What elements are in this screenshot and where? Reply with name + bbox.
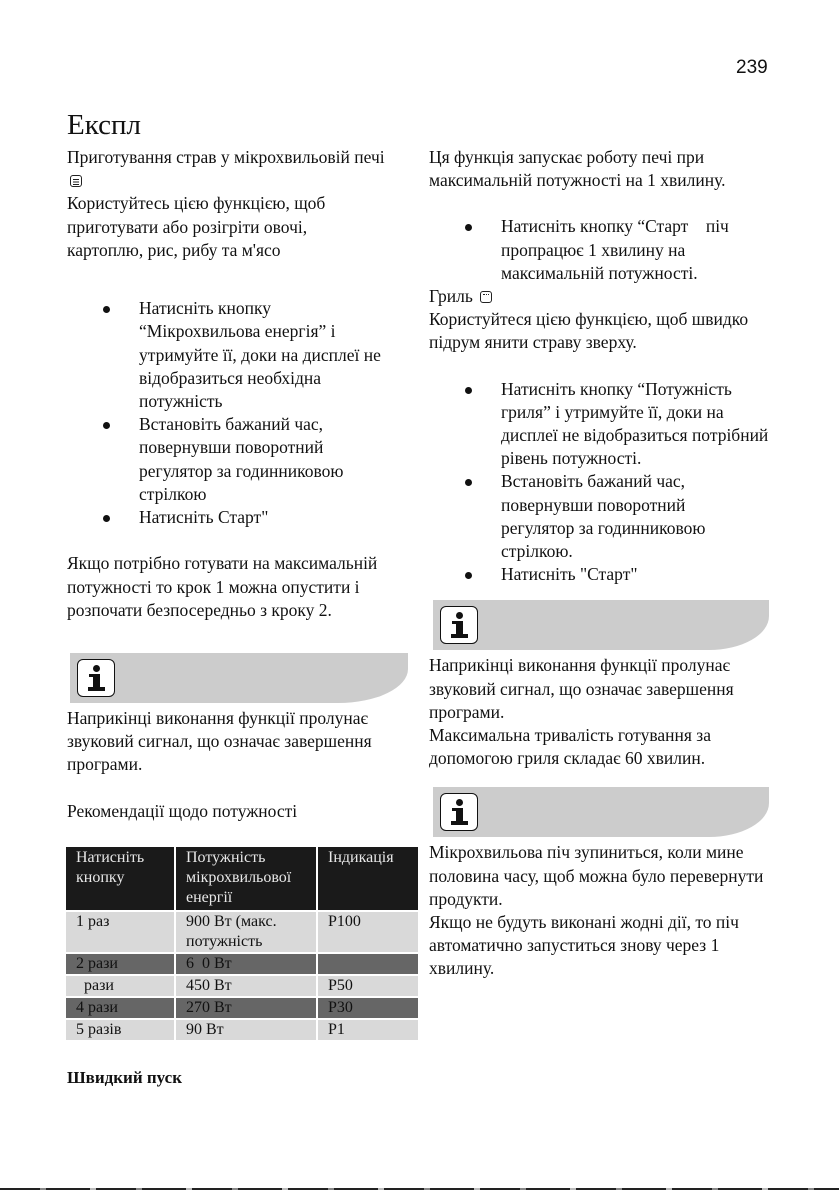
- microwave-intro-line-3: картоплю, рис, рибу та м'ясо: [67, 239, 281, 260]
- quick-start-steps-list: [429, 215, 779, 285]
- table-row: [66, 1019, 418, 1041]
- grill-title-text: Гриль: [429, 286, 473, 307]
- info-extra-text: Якщо не будуть виконані жодні дії, то піч автоматично запуститься знову через 1 хвилину.: [429, 912, 739, 979]
- list-item: [429, 470, 761, 563]
- info-extra-text: Максимальна тривалість готування за допомогою гриля складає 60 хвилин.: [429, 725, 711, 769]
- grill-mode-icon: [480, 291, 492, 303]
- list-item: [67, 413, 394, 506]
- table-header-cell: Натисніть кнопку: [66, 847, 175, 911]
- left-column: [67, 146, 412, 1042]
- info-text: Наприкінці виконання функції пролунає звуковий сигнал, що означає завершення програми.: [429, 655, 734, 722]
- microwave-section-title-text: Приготування страв у мікрохвильовій печі: [67, 147, 385, 167]
- step-text: Натисніть кнопку “Мікрохвильова енергія” і утримуйте її, доки на дисплеї не відобразиться необхідна потужність: [139, 298, 381, 412]
- quick-start-heading: Швидкий пуск: [67, 1068, 182, 1087]
- step-text: Натисніть "Старт": [501, 564, 638, 585]
- bullet-icon: [465, 387, 472, 394]
- table-cell: P30: [317, 997, 418, 1019]
- info-banner: [70, 653, 408, 703]
- bullet-icon: [465, 224, 472, 231]
- bullet-icon: [103, 306, 110, 313]
- table-header-cell: Індикація: [317, 847, 418, 911]
- bullet-icon: [465, 572, 472, 579]
- table-cell: P1: [317, 1019, 418, 1041]
- grill-steps-list: [429, 378, 779, 587]
- recommendations-title: Рекомендації щодо потужності: [67, 800, 298, 821]
- microwave-mode-icon: [70, 175, 82, 187]
- microwave-section-title: [67, 146, 397, 192]
- table-cell: 2 рази: [66, 953, 175, 975]
- table-cell: 270 Вт: [175, 997, 317, 1019]
- page-number: 239: [736, 57, 768, 78]
- step-text: Встановіть бажаний час, повернувши поворотний регулятор за годинниковою стрілкою: [139, 414, 344, 504]
- info-icon: [440, 606, 478, 644]
- table-header-cell: Потужність мікрохвильової енергії: [175, 847, 317, 911]
- info-banner: [433, 787, 769, 837]
- bullet-icon: [103, 422, 110, 429]
- microwave-intro-line-1: Користуйтесь цією функцією, щоб: [67, 193, 326, 214]
- microwave-intro-line-2: приготувати або розігріти овочі,: [67, 216, 308, 237]
- grill-intro: Користуйтеся цією функцією, щоб швидко підрум янити страву зверху.: [429, 309, 749, 353]
- table-cell: рази: [66, 975, 175, 997]
- right-column: [429, 146, 779, 981]
- quick-start-intro: Ця функція запускає роботу печі при максимальній потужності на 1 хвилину.: [429, 147, 726, 191]
- table-cell: [317, 953, 418, 975]
- table-cell: 6 0 Вт: [175, 953, 317, 975]
- step-text: Встановіть бажаний час, повернувши поворотний регулятор за годинниковою стрілкою.: [501, 471, 706, 562]
- table-row: [66, 953, 418, 975]
- microwave-steps-list: [67, 297, 412, 529]
- list-item: [429, 378, 776, 471]
- list-item: [67, 297, 394, 413]
- table-cell: 4 рази: [66, 997, 175, 1019]
- grill-section-title: [429, 285, 779, 308]
- info-text: Мікрохвильова піч зупиниться, коли мине половина часу, щоб можна було перевернути продукти.: [429, 842, 764, 909]
- info-icon: [77, 659, 115, 697]
- table-cell: 900 Вт (макс. потужність: [175, 911, 317, 953]
- list-item: [429, 215, 766, 285]
- table-cell: 5 разів: [66, 1019, 175, 1041]
- table-cell: P100: [317, 911, 418, 953]
- step-text: Натисніть кнопку “Старт піч пропрацює 1 хвилину на максимальній потужності.: [501, 216, 734, 283]
- table-cell: 90 Вт: [175, 1019, 317, 1041]
- bullet-icon: [103, 515, 110, 522]
- step-text: Натисніть Старт": [139, 507, 269, 528]
- info-text: Наприкінці виконання функції пролунає звуковий сигнал, що означає завершення програми.: [67, 708, 372, 775]
- power-table: [66, 847, 418, 1042]
- table-row: [66, 997, 418, 1019]
- skip-step-note: Якщо потрібно готувати на максимальній потужності то крок 1 можна опустити і розпочати безпосередньо з кроку 2.: [67, 553, 378, 620]
- footer-divider: [0, 1188, 839, 1190]
- page-title: Експл: [67, 109, 141, 142]
- bullet-icon: [465, 479, 472, 486]
- table-cell: P50: [317, 975, 418, 997]
- table-cell: 1 раз: [66, 911, 175, 953]
- info-banner: [433, 600, 769, 650]
- table-header-row: [66, 847, 418, 911]
- info-icon: [440, 793, 478, 831]
- table-row: [66, 911, 418, 953]
- list-item: [429, 563, 779, 586]
- step-text: Натисніть кнопку “Потужність гриля” і утримуйте її, доки на дисплеї не відобразиться потрібний рівень потужності.: [501, 378, 769, 469]
- table-cell: 450 Вт: [175, 975, 317, 997]
- table-row: [66, 975, 418, 997]
- list-item: [67, 506, 412, 529]
